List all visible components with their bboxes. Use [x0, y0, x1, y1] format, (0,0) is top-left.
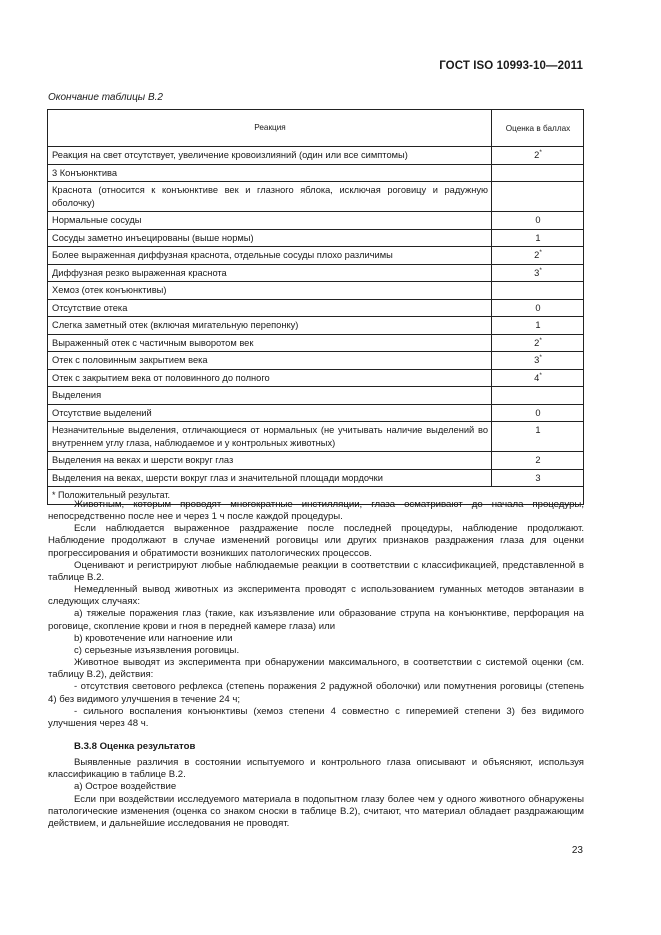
footnote-mark: * — [539, 149, 542, 156]
score-cell — [492, 282, 584, 300]
score-cell — [492, 212, 584, 230]
reaction-cell: Отек с закрытием века от половинного до полного — [48, 369, 492, 387]
column-header-score: Оценка в баллах — [492, 110, 584, 147]
score-cell — [492, 317, 584, 335]
table-caption: Окончание таблицы В.2 — [48, 92, 163, 103]
list-item: - отсутствия светового рефлекса (степень поражения 2 радужной оболочки) или помутнения роговицы (степень 4) без видимого улучшения в течение 24 ч; — [48, 681, 584, 705]
score-value: 0 — [535, 407, 541, 418]
score-cell — [492, 422, 584, 452]
score-cell — [492, 452, 584, 470]
reaction-cell: Нормальные сосуды — [48, 212, 492, 230]
reaction-cell: Выделения на веках и шерсти вокруг глаз — [48, 452, 492, 470]
reaction-cell: Более выраженная диффузная краснота, отдельные сосуды плохо различимы — [48, 247, 492, 265]
score-cell — [492, 404, 584, 422]
paragraph: Выявленные различия в состоянии испытуемого и контрольного глаза описывают и объясняют, используя классификацию в таблице В.2. — [48, 757, 584, 781]
score-value: 1 — [535, 232, 541, 243]
table-row — [48, 147, 584, 165]
score-cell — [492, 264, 584, 282]
table-row — [48, 422, 584, 452]
footnote-mark: * — [539, 371, 542, 379]
paragraph: Если при воздействии исследуемого материала в подопытном глазу более чем у одного животного обнаружены патологические изменения (оценка со знаком сноски в таблице В.2), считают, что материал обладает раздражающим действием, и дальнейшие исследования не проводят. — [48, 793, 584, 829]
footnote-mark: * — [539, 336, 542, 344]
score-cell — [492, 182, 584, 212]
paragraph: Животным, которым проводят многократные инстилляции, глаза осматривают до начала процедуры, непосредственно после нее и через 1 ч после каждой процедуры. — [48, 499, 584, 523]
reaction-cell: Слегка заметный отек (включая мигательную перепонку) — [48, 317, 492, 335]
score-value: 2 — [534, 150, 540, 160]
table-row — [48, 164, 584, 182]
body-text — [48, 499, 584, 830]
score-cell — [492, 229, 584, 247]
score-value: 3 — [535, 472, 541, 483]
reaction-cell: Выраженный отек с частичным выворотом век — [48, 334, 492, 352]
footnote-mark: * — [539, 354, 542, 361]
score-cell — [492, 369, 584, 387]
score-cell — [492, 352, 584, 370]
list-item: c) серьезные изъязвления роговицы. — [74, 644, 240, 656]
paragraph: Немедленный вывод животных из эксперимента проводят с использованием гуманных методов эвтаназии в следующих случаях: — [48, 584, 584, 608]
table-row — [48, 247, 584, 265]
score-value: 2 — [535, 455, 541, 465]
table-row — [48, 369, 584, 387]
score-value: 0 — [535, 215, 541, 225]
page-number: 23 — [571, 845, 583, 856]
column-header-reaction: Реакция — [48, 110, 492, 147]
reaction-cell: Выделения — [48, 387, 492, 405]
footnote-mark: * — [539, 266, 542, 274]
reaction-cell: Выделения на веках, шерсти вокруг глаз и значительной площади мордочки — [48, 469, 492, 487]
subheading: а) Острое воздействие — [74, 781, 177, 793]
paragraph: Животное выводят из эксперимента при обнаружении максимального, в соответствии с системой оценки (см. таблицу В.2), действия: — [48, 657, 584, 681]
table-row — [48, 452, 584, 470]
reaction-cell: Отсутствие выделений — [48, 404, 492, 422]
table-row — [48, 229, 584, 247]
table-row — [48, 334, 584, 352]
score-cell — [492, 387, 584, 405]
reaction-cell: 3 Конъюнктива — [48, 164, 492, 182]
document-standard-header: ГОСТ ISO 10993-10—2011 — [439, 60, 583, 72]
score-cell — [492, 147, 584, 165]
score-value: 3 — [534, 355, 540, 365]
table-row — [48, 212, 584, 230]
table-row — [48, 387, 584, 405]
reaction-cell: Реакция на свет отсутствует, увеличение кровоизлияний (один или все симптомы) — [48, 147, 492, 165]
list-item: - сильного воспаления конъюнктивы (хемоз степени 4 совместно с гиперемией степени 3) без видимого улучшения через 48 ч. — [48, 705, 584, 729]
table-row — [48, 404, 584, 422]
table-row — [48, 469, 584, 487]
reaction-cell: Отек с половинным закрытием века — [48, 352, 492, 370]
score-value: 0 — [535, 302, 541, 313]
table-row — [48, 317, 584, 335]
reaction-cell: Хемоз (отек конъюнктивы) — [48, 282, 492, 300]
reaction-score-table — [47, 109, 584, 505]
score-value: 4 — [534, 372, 540, 383]
footnote-mark: * — [539, 249, 542, 256]
list-item: b) кровотечение или нагноение или — [74, 632, 233, 644]
reaction-cell: Сосуды заметно инъецированы (выше нормы) — [48, 229, 492, 247]
score-value: 1 — [535, 320, 541, 330]
table-footnote: * Положительный результат. — [48, 487, 584, 505]
score-value: 2 — [534, 337, 540, 348]
table-row — [48, 264, 584, 282]
paragraph: Оценивают и регистрируют любые наблюдаемые реакции в соответствии с классификацией, представленной в таблице В.2. — [48, 559, 584, 583]
score-cell — [492, 334, 584, 352]
table-row — [48, 352, 584, 370]
score-cell — [492, 164, 584, 182]
score-value: 1 — [535, 425, 541, 435]
table-row — [48, 182, 584, 212]
score-cell — [492, 469, 584, 487]
score-cell — [492, 247, 584, 265]
list-item: а) тяжелые поражения глаз (такие, как изъязвление или образование струпа на конъюнктиве, перфорация на роговице, скопление крови и гноя в передней камере глаза) или — [48, 608, 584, 632]
score-cell — [492, 299, 584, 317]
reaction-cell: Краснота (относится к конъюнктиве век и глазного яблока, исключая роговицу и радужную оболочку) — [48, 182, 492, 212]
score-value: 2 — [534, 250, 540, 260]
reaction-cell: Незначительные выделения, отличающиеся от нормальных (не учитывать наличие выделений во внутреннем углу глаза, наблюдаемое и у контрольных животных) — [48, 422, 492, 452]
table-row — [48, 299, 584, 317]
table-row — [48, 282, 584, 300]
reaction-cell: Отсутствие отека — [48, 299, 492, 317]
section-heading: В.3.8 Оценка результатов — [74, 740, 196, 752]
reaction-cell: Диффузная резко выраженная краснота — [48, 264, 492, 282]
score-value: 3 — [534, 267, 540, 278]
paragraph: Если наблюдается выраженное раздражение после последней процедуры, наблюдение продолжают. Наблюдение продолжают в случае изменений роговицы или других признаков раздражения глаза для оценки прогрессирования и обратимости возникших патологических процессов. — [48, 523, 584, 559]
